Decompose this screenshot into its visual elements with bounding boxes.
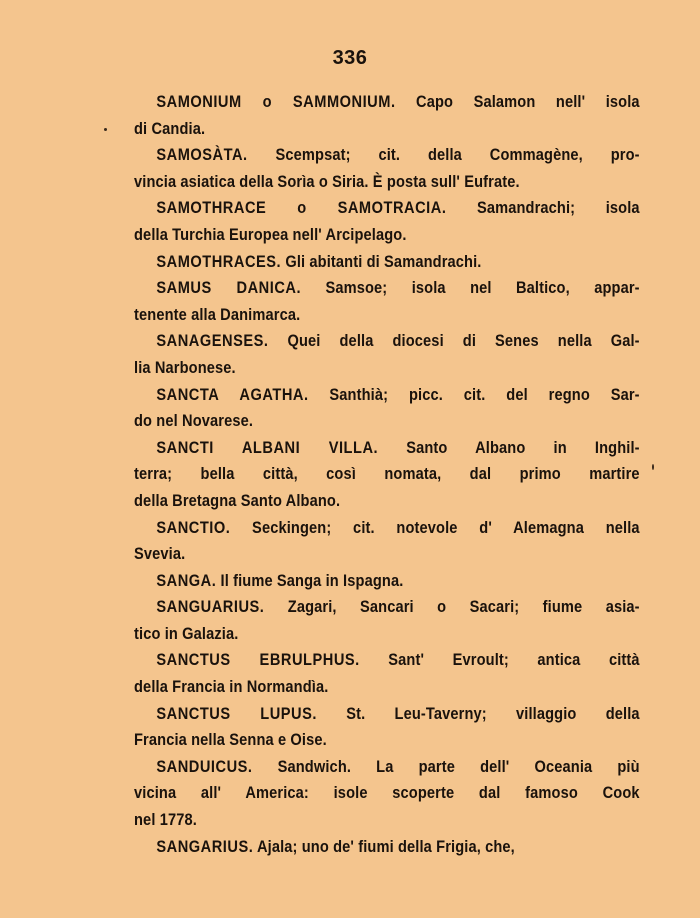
entry-first-line [134,249,640,276]
entry-first-line [134,834,640,861]
entry-text: Gli abitanti di Samandrachi. [281,251,482,271]
entry-text: della Bretagna Santo Albano. [134,490,341,510]
entry-first-line [134,275,640,302]
entry-headword: SANGARIUS. [156,836,254,856]
entry-text: Il fiume Sanga in Ispagna. [216,570,404,590]
print-speck [652,464,654,470]
entry-text: Zagari, Sancari o Sacari; fiume asia- [264,597,640,617]
entry-text: della Francia in Normandìa. [134,677,329,697]
entry-text: Samandrachi; isola [446,198,640,218]
entry-continuation-line [134,355,640,382]
entry-first-line [134,754,640,781]
print-speck [104,128,107,131]
entry-text: terra; bella città, così nomata, dal primo martire [134,464,640,484]
entry-text: do nel Novarese. [134,411,254,431]
entry-headword: SAMUS DANICA. [156,278,302,298]
entry-continuation-line [134,674,640,701]
entry-text: tico in Galazia. [134,623,239,643]
entry-first-line [134,89,640,116]
dictionary-entries [134,89,640,860]
entry-headword: SAMOTHRACES. [156,251,282,271]
entry-first-line [134,701,640,728]
entry-headword: SANCTIO. [156,517,231,537]
entry-text: vincia asiatica della Sorìa o Siria. È posta sull' Eufrate. [134,171,520,191]
entry-text: di Candia. [134,118,206,138]
entry-text: nel 1778. [134,810,197,830]
entry-continuation-line [134,222,640,249]
entry-text: lia Narbonese. [134,357,236,377]
entry-headword: SANCTUS EBRULPHUS. [156,650,360,670]
entry-first-line [134,195,640,222]
entry-continuation-line [134,169,640,196]
entry-continuation-line [134,780,640,807]
entry-text: della Turchia Europea nell' Arcipelago. [134,224,407,244]
entry-text: Quei della diocesi di Senes nella Gal- [268,331,640,351]
entry-headword: SAMOTHRACE o SAMOTRACIA. [156,198,447,218]
entry-text: Ajala; uno de' fiumi della Frigia, che, [253,836,515,856]
entry-first-line [134,647,640,674]
entry-text: tenente alla Danimarca. [134,304,301,324]
entry-text: Sant' Evroult; antica città [359,650,640,670]
entry-text: vicina all' America: isole scoperte dal famoso Cook [134,783,640,803]
entry-text: Samsoe; isola nel Baltico, appar- [301,278,640,298]
entry-first-line [134,568,640,595]
entry-headword: SANCTUS LUPUS. [156,703,317,723]
entry-continuation-line [134,116,640,143]
entry-text: Svevia. [134,544,186,564]
entry-text: Sandwich. La parte dell' Oceania più [252,756,640,776]
entry-continuation-line [134,621,640,648]
entry-headword: SANDUICUS. [156,756,253,776]
entry-continuation-line [134,302,640,329]
entry-text: Capo Salamon nell' isola [395,92,640,111]
entry-headword: SANGA. [156,570,217,590]
entry-headword: SANAGENSES. [156,331,269,351]
entry-text: Seckingen; cit. notevole d' Alemagna nella [230,517,640,537]
entry-first-line [134,328,640,355]
entry-headword: SANGUARIUS. [156,597,265,617]
entry-headword: SANCTA AGATHA. [156,384,309,404]
entry-headword: SAMOSÀTA. [156,145,248,165]
entry-text: St. Leu-Taverny; villaggio della [316,703,640,723]
entry-text: Francia nella Senna e Oise. [134,730,327,750]
entry-first-line [134,515,640,542]
entry-text: Scempsat; cit. della Commagène, pro- [247,145,640,165]
entry-first-line [134,435,640,462]
entry-continuation-line [134,488,640,515]
entry-first-line [134,594,640,621]
entry-headword: SAMONIUM o SAMMONIUM. [156,92,396,111]
entry-first-line [134,382,640,409]
entry-continuation-line [134,807,640,834]
entry-text: Santo Albano in Inghil- [378,437,640,457]
entry-continuation-line [134,727,640,754]
entry-text: Santhià; picc. cit. del regno Sar- [308,384,640,404]
entry-continuation-line [134,541,640,568]
entry-headword: SANCTI ALBANI VILLA. [156,437,379,457]
entry-continuation-line [134,461,640,488]
page-number: 336 [332,47,368,69]
entry-continuation-line [134,408,640,435]
entry-first-line [134,142,640,169]
